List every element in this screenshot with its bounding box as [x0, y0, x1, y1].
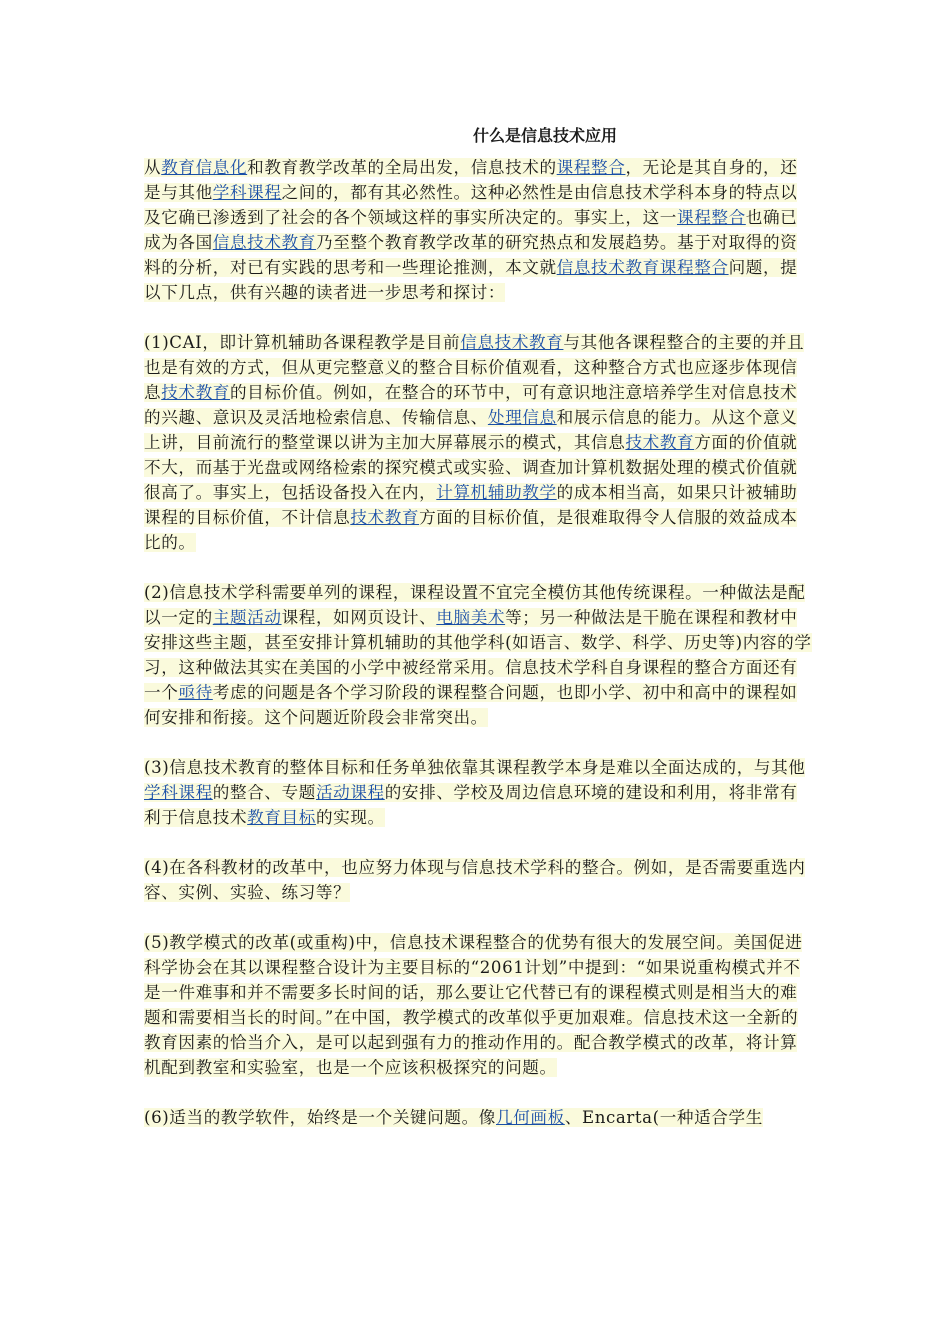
paragraph-text — [144, 858, 805, 902]
inline-link[interactable]: 亟待 — [178, 683, 213, 702]
text-run: (4)在各科教材的改革中，也应努力体现与信息技术学科的整合。例如，是否需要重选内容、实例、实验、练习等？ — [144, 858, 806, 902]
paragraph-4 — [144, 755, 814, 830]
paragraph-text — [144, 1108, 763, 1127]
paragraph-2 — [144, 330, 814, 555]
inline-link[interactable]: 学科课程 — [144, 783, 213, 802]
text-run: 等；另一种做法是干脆在课程和教材中安排这些主题，甚至安排计算机辅助的其他学科(如语言、数学、科学、历史等)内容的学习，这种做法其实在美国的小学中被经常采用。信息技术学科自身课程的整合方面还有一个 — [144, 608, 812, 702]
inline-link[interactable]: 几何画板 — [496, 1108, 565, 1127]
text-run: 也确已成为各国 — [144, 208, 798, 252]
text-run: (2)信息技术学科需要单列的课程，课程设置不宜完全模仿其他传统课程。一种做法是配以一定的 — [144, 583, 806, 627]
text-run: 的安排、学校及周边信息环境的建设和利用，将非常有利于信息技术 — [144, 783, 798, 827]
text-run: 的成本相当高，如果只计被辅助课程的目标价值，不计信息 — [144, 483, 798, 527]
text-run: 方面的价值就不大，而基于光盘或网络检索的探究模式或实验、调查加计算机数据处理的模式价值就很高了。事实上，包括设备投入在内， — [144, 433, 798, 502]
text-run: (1)CAI，即计算机辅助各课程教学是目前 — [144, 333, 461, 352]
text-run: 的实现。 — [315, 808, 385, 827]
text-run: (6)适当的教学软件，始终是一个关键问题。像 — [144, 1108, 496, 1127]
text-run: 、Encarta(一种适合学生 — [564, 1108, 763, 1127]
paragraph-text — [144, 583, 812, 727]
paragraph-text — [144, 158, 797, 302]
inline-link[interactable]: 学科课程 — [212, 183, 282, 202]
text-run: 课程，如网页设计、 — [281, 608, 437, 627]
text-run: 乃至整个教育教学改革的研究热点和发展趋势。基于对取得的资料的分析，对已有实践的思考和一些理论推测，本文就 — [144, 233, 798, 277]
inline-link[interactable]: 技术教育 — [161, 383, 230, 402]
text-run: 的目标价值。例如，在整合的环节中，可有意识地注意培养学生对信息技术的兴趣、意识及灵活地检索信息、传输信息、 — [144, 383, 798, 427]
text-run: 的整合、专题 — [212, 783, 316, 802]
text-run: 从 — [144, 158, 162, 177]
inline-link[interactable]: 电脑美术 — [436, 608, 506, 627]
paragraph-1 — [144, 155, 814, 305]
inline-link[interactable]: 处理信息 — [487, 408, 557, 427]
text-run: ，无论是其自身的，还是与其他 — [144, 158, 798, 202]
document-body — [144, 155, 814, 1155]
text-run: 方面的目标价值，是很难取得令人信服的效益成本比的。 — [144, 508, 798, 552]
inline-link[interactable]: 课程整合 — [677, 208, 746, 227]
document-title: 什么是信息技术应用 — [472, 126, 617, 145]
inline-link[interactable]: 信息技术教育 — [460, 333, 564, 352]
inline-link[interactable]: 活动课程 — [315, 783, 385, 802]
inline-link[interactable]: 技术教育 — [625, 433, 695, 452]
text-run: (5)教学模式的改革(或重构)中，信息技术课程整合的优势有很大的发展空间。美国促进科学协会在其以课程整合设计为主要目标的“2061计划”中提到：“如果说重构模式并不是一件难事和并不需要多长时间的话，那么要让它代替已有的课程模式则是相当大的难题和需要相当长的时间。”在中国，教学模式的改革似乎更加艰难。信息技术这一全新的教育因素的恰当介入，是可以起到强有力的推动作用的。配合教学模式的改革，将计算机配到教室和实验室，也是一个应该积极探究的问题。 — [144, 933, 803, 1077]
inline-link[interactable]: 技术教育 — [350, 508, 420, 527]
inline-link[interactable]: 课程整合 — [556, 158, 626, 177]
text-run: 和展示信息的能力。从这个意义上讲，目前流行的整堂课以讲为主加大屏幕展示的模式，其信息 — [144, 408, 798, 452]
inline-link[interactable]: 主题活动 — [212, 608, 282, 627]
paragraph-5 — [144, 855, 814, 905]
text-run: 之间的，都有其必然性。这种必然性是由信息技术学科本身的特点以及它确已渗透到了社会的各个领域这样的事实所决定的。事实上，这一 — [144, 183, 798, 227]
paragraph-text — [144, 333, 804, 552]
text-run: (3)信息技术教育的整体目标和任务单独依靠其课程教学本身是难以全面达成的，与其他 — [144, 758, 806, 777]
paragraph-7 — [144, 1105, 814, 1130]
paragraph-6 — [144, 930, 814, 1080]
text-run: 问题，提以下几点，供有兴趣的读者进一步思考和探讨： — [144, 258, 798, 302]
paragraph-text — [144, 933, 802, 1077]
paragraph-3 — [144, 580, 814, 730]
inline-link[interactable]: 信息技术教育课程整合 — [556, 258, 729, 277]
inline-link[interactable]: 计算机辅助教学 — [436, 483, 557, 502]
inline-link[interactable]: 教育目标 — [247, 808, 316, 827]
paragraph-text — [144, 758, 805, 827]
text-run: 考虑的问题是各个学习阶段的课程整合问题，也即小学、初中和高中的课程如何安排和衔接。这个问题近阶段会非常突出。 — [144, 683, 798, 727]
inline-link[interactable]: 教育信息化 — [161, 158, 248, 177]
text-run: 和教育教学改革的全局出发，信息技术的 — [247, 158, 557, 177]
text-run: 与其他各课程整合的主要的并且也是有效的方式，但从更完整意义的整合目标价值观看，这种整合方式也应逐步体现信息 — [144, 333, 805, 402]
inline-link[interactable]: 信息技术教育 — [212, 233, 316, 252]
